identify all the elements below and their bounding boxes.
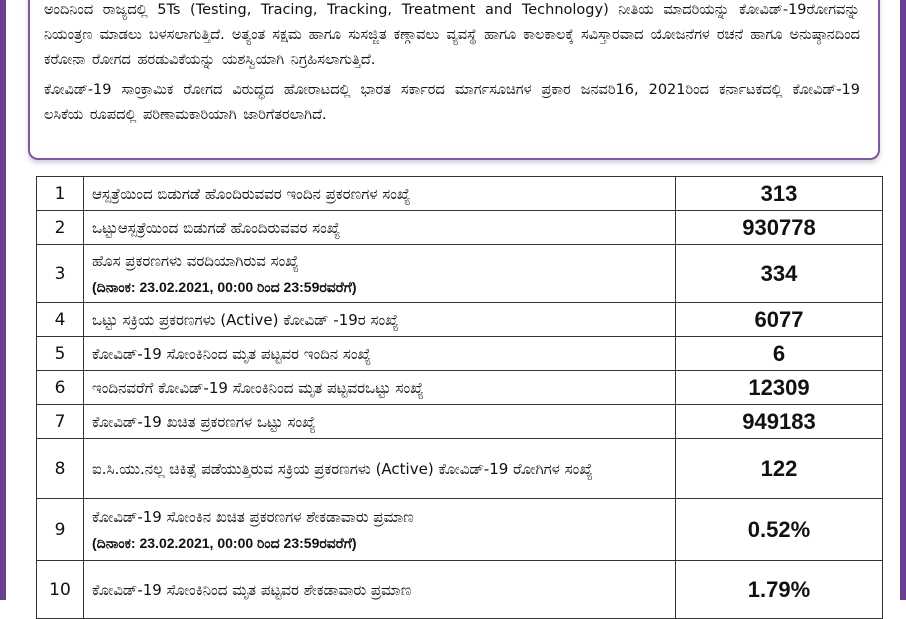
row-description <box>84 439 676 499</box>
table-row <box>37 177 883 211</box>
notice-paragraph: ಅಂದಿನಿಂದ ರಾಜ್ಯದಲ್ಲಿ 5Ts (Testing, Tracing, Tracking, Treatment and Technology) ನೀತಿಯ ಮಾದರಿಯನ್ನು ಕೋವಿಡ್-19ರೋಗವನ್ನು ನಿಯಂತ್ರಣ ಮಾಡಲು ಬಳಸಲಾಗುತ್ತಿದೆ. ಅತ್ಯಂತ ಸಕ್ಷಮ ಹಾಗೂ ಸುಸಜ್ಜಿತ ಕಣ್ಗಾವಲು ವ್ಯವಸ್ಥೆ ಹಾಗೂ ಕಾಲಕಾಲಕ್ಕೆ ಸವಿಸ್ತಾರವಾದ ಯೋಜನೆಗಳ ರಚನೆ ಹಾಗೂ ಅನುಷ್ಠಾನದಿಂದ ಕರೋನಾ ರೋಗದ ಹರಡುವಿಕೆಯನ್ನು ಯಶಸ್ವಿಯಾಗಿ ನಿಗ್ರಹಿಸಲಾಗುತ್ತಿದೆ. <box>44 2 860 68</box>
table-row <box>37 405 883 439</box>
row-text: ಕೋವಿಡ್-19 ಸೋಂಕಿನ ಖಚಿತ ಪ್ರಕರಣಗಳ ಶೇಕಡಾವಾರು ಪ್ರಮಾಣ <box>92 507 414 526</box>
row-date-note: (ದಿನಾಂಕ: 23.02.2021, 00:00 ರಿಂದ 23:59ರವರೆಗೆ) <box>92 534 357 551</box>
row-value: 122 <box>676 439 883 499</box>
covid-stats-table <box>36 176 883 619</box>
row-text: ಐ.ಸಿ.ಯು.ನಲ್ಲ ಚಿಕಿತ್ಸೆ ಪಡೆಯುತ್ತಿರುವ ಸಕ್ರಿಯ ಪ್ರಕರಣಗಳು (Active) ಕೋವಿಡ್-19 ರೋಗಿಗಳ ಸಂಖ್ಯೆ <box>92 459 593 478</box>
notice-box <box>28 0 880 160</box>
row-number: 4 <box>37 303 84 337</box>
row-text: ಕೋವಿಡ್-19 ಸೋಂಕಿನಿಂದ ಮೃತ ಪಟ್ಟವರ ಇಂದಿನ ಸಂಖ್ಯೆ <box>92 344 372 363</box>
row-date-note: (ದಿನಾಂಕ: 23.02.2021, 00:00 ರಿಂದ 23:59ರವರೆಗೆ) <box>92 278 357 295</box>
row-value: 930778 <box>676 211 883 245</box>
row-value: 949183 <box>676 405 883 439</box>
row-number: 6 <box>37 371 84 405</box>
row-value: 6077 <box>676 303 883 337</box>
row-number: 3 <box>37 245 84 303</box>
table-row <box>37 337 883 371</box>
table-row <box>37 245 883 303</box>
table-row <box>37 499 883 561</box>
row-number: 10 <box>37 561 84 619</box>
table-row <box>37 303 883 337</box>
row-text: ಹೊಸ ಪ್ರಕರಣಗಳು ವರದಿಯಾಗಿರುವ ಸಂಖ್ಯೆ <box>92 251 299 270</box>
row-value: 334 <box>676 245 883 303</box>
row-description <box>84 499 676 561</box>
row-description <box>84 371 676 405</box>
row-description <box>84 177 676 211</box>
row-number: 1 <box>37 177 84 211</box>
row-description <box>84 561 676 619</box>
table-row <box>37 211 883 245</box>
table-row <box>37 371 883 405</box>
row-value: 1.79% <box>676 561 883 619</box>
row-description <box>84 337 676 371</box>
table-row <box>37 439 883 499</box>
row-value: 12309 <box>676 371 883 405</box>
row-value: 0.52% <box>676 499 883 561</box>
row-number: 7 <box>37 405 84 439</box>
row-number: 8 <box>37 439 84 499</box>
row-text: ಒಟ್ಟುಆಸ್ಪತ್ರೆಯಿಂದ ಬಿಡುಗಡೆ ಹೊಂದಿರುವವರ ಸಂಖ್ಯೆ <box>92 218 341 237</box>
row-description <box>84 405 676 439</box>
row-description <box>84 245 676 303</box>
row-text: ಇಂದಿನವರೆಗೆ ಕೋವಿಡ್-19 ಸೋಂಕಿನಿಂದ ಮೃತ ಪಟ್ಟವರಒಟ್ಟು ಸಂಖ್ಯೆ <box>92 378 424 397</box>
row-description <box>84 303 676 337</box>
row-value: 6 <box>676 337 883 371</box>
notice-paragraph: ಕೋವಿಡ್-19 ಸಾಂಕ್ರಾಮಿಕ ರೋಗದ ವಿರುದ್ಧದ ಹೋರಾಟದಲ್ಲಿ ಭಾರತ ಸರ್ಕಾರದ ಮಾರ್ಗಸೂಚಿಗಳ ಪ್ರಕಾರ ಜನವರಿ16, 2021ರಿಂದ ಕರ್ನಾಟಕದಲ್ಲಿ ಕೋವಿಡ್-19 ಲಸಿಕೆಯ ರೂಪದಲ್ಲಿ ಪರಿಣಾಮಕಾರಿಯಾಗಿ ಜಾರಿಗೆತರಲಾಗಿದೆ. <box>44 82 860 123</box>
table-row <box>37 561 883 619</box>
row-number: 5 <box>37 337 84 371</box>
row-description <box>84 211 676 245</box>
row-number: 2 <box>37 211 84 245</box>
row-text: ಕೋವಿಡ್-19 ಖಚಿತ ಪ್ರಕರಣಗಳ ಒಟ್ಟು ಸಂಖ್ಯೆ <box>92 412 316 431</box>
row-text: ಒಟ್ಟು ಸಕ್ರಿಯ ಪ್ರಕರಣಗಳು (Active) ಕೋವಿಡ್ -19ರ ಸಂಖ್ಯೆ <box>92 310 399 329</box>
row-text: ಕೋವಿಡ್-19 ಸೋಂಕಿನಿಂದ ಮೃತ ಪಟ್ಟವರ ಶೇಕಡಾವಾರು ಪ್ರಮಾಣ <box>92 580 412 599</box>
row-number: 9 <box>37 499 84 561</box>
row-text: ಆಸ್ಪತ್ರೆಯಿಂದ ಬಿಡುಗಡೆ ಹೊಂದಿರುವವರ ಇಂದಿನ ಪ್ರಕರಣಗಳ ಸಂಖ್ಯೆ <box>92 184 411 203</box>
row-value: 313 <box>676 177 883 211</box>
